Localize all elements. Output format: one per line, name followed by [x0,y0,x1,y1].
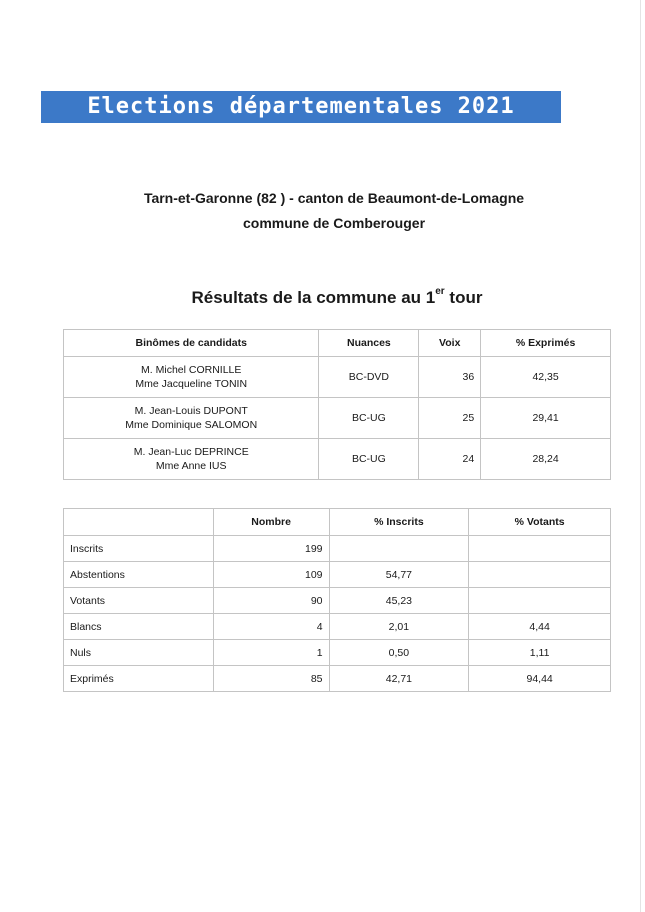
row-pct-inscrits: 42,71 [329,666,469,692]
candidate-row [64,439,611,480]
header-binomes: Binômes de candidats [64,330,319,357]
row-label: Votants [64,588,214,614]
row-nombre: 1 [213,640,329,666]
candidate-names [64,439,319,480]
participation-row [64,614,611,640]
candidate-name: Mme Dominique SALOMON [125,419,258,431]
candidate-pct: 28,24 [481,439,611,480]
participation-row [64,588,611,614]
candidate-names [64,398,319,439]
candidate-names [64,357,319,398]
row-nombre: 199 [213,536,329,562]
candidate-name: Mme Anne IUS [155,460,227,472]
candidate-voix: 24 [419,439,481,480]
header-voix: Voix [419,330,481,357]
candidate-pct: 29,41 [481,398,611,439]
header-nombre: Nombre [213,509,329,536]
canton-subtitle: Tarn-et-Garonne (82 ) - canton de Beaumont-de-Lomagne [143,190,525,206]
page-edge-line [640,0,641,912]
results-title-text: Résultats de la commune au 1 [191,288,436,307]
row-pct-votants [469,588,611,614]
commune-subtitle: commune de Comberouger [242,215,426,231]
results-title-end: tour [444,288,483,307]
row-label: Exprimés [64,666,214,692]
row-nombre: 109 [213,562,329,588]
election-banner: Elections départementales 2021 [41,91,561,123]
participation-row [64,666,611,692]
row-pct-votants: 94,44 [469,666,611,692]
row-pct-votants: 4,44 [469,614,611,640]
row-nombre: 4 [213,614,329,640]
header-pct-inscrits: % Inscrits [329,509,469,536]
header-pct-exprimes: % Exprimés [481,330,611,357]
participation-header-row [64,509,611,536]
candidate-name: Mme Jacqueline TONIN [135,378,248,390]
row-label: Blancs [64,614,214,640]
participation-row [64,536,611,562]
candidate-name: M. Jean-Louis DUPONT [134,405,248,417]
participation-table [63,508,611,692]
results-title-sup: er [435,286,445,297]
candidate-nuance: BC-DVD [319,357,419,398]
row-pct-inscrits: 0,50 [329,640,469,666]
candidate-nuance: BC-UG [319,439,419,480]
row-nombre: 85 [213,666,329,692]
row-pct-inscrits: 54,77 [329,562,469,588]
row-pct-inscrits [329,536,469,562]
row-pct-votants: 1,11 [469,640,611,666]
row-label: Inscrits [64,536,214,562]
participation-row [64,562,611,588]
results-title [0,288,645,308]
participation-row [64,640,611,666]
candidate-name: M. Jean-Luc DEPRINCE [133,446,249,458]
row-label: Nuls [64,640,214,666]
row-label: Abstentions [64,562,214,588]
header-pct-votants: % Votants [469,509,611,536]
row-pct-votants [469,536,611,562]
candidate-name: M. Michel CORNILLE [141,364,242,376]
candidate-nuance: BC-UG [319,398,419,439]
row-pct-votants [469,562,611,588]
row-nombre: 90 [213,588,329,614]
candidates-header-row [64,330,611,357]
candidate-voix: 36 [419,357,481,398]
header-empty [64,509,214,536]
header-nuances: Nuances [319,330,419,357]
candidate-row [64,398,611,439]
row-pct-inscrits: 2,01 [329,614,469,640]
candidate-row [64,357,611,398]
candidates-table [63,329,611,480]
candidate-voix: 25 [419,398,481,439]
candidate-pct: 42,35 [481,357,611,398]
row-pct-inscrits: 45,23 [329,588,469,614]
